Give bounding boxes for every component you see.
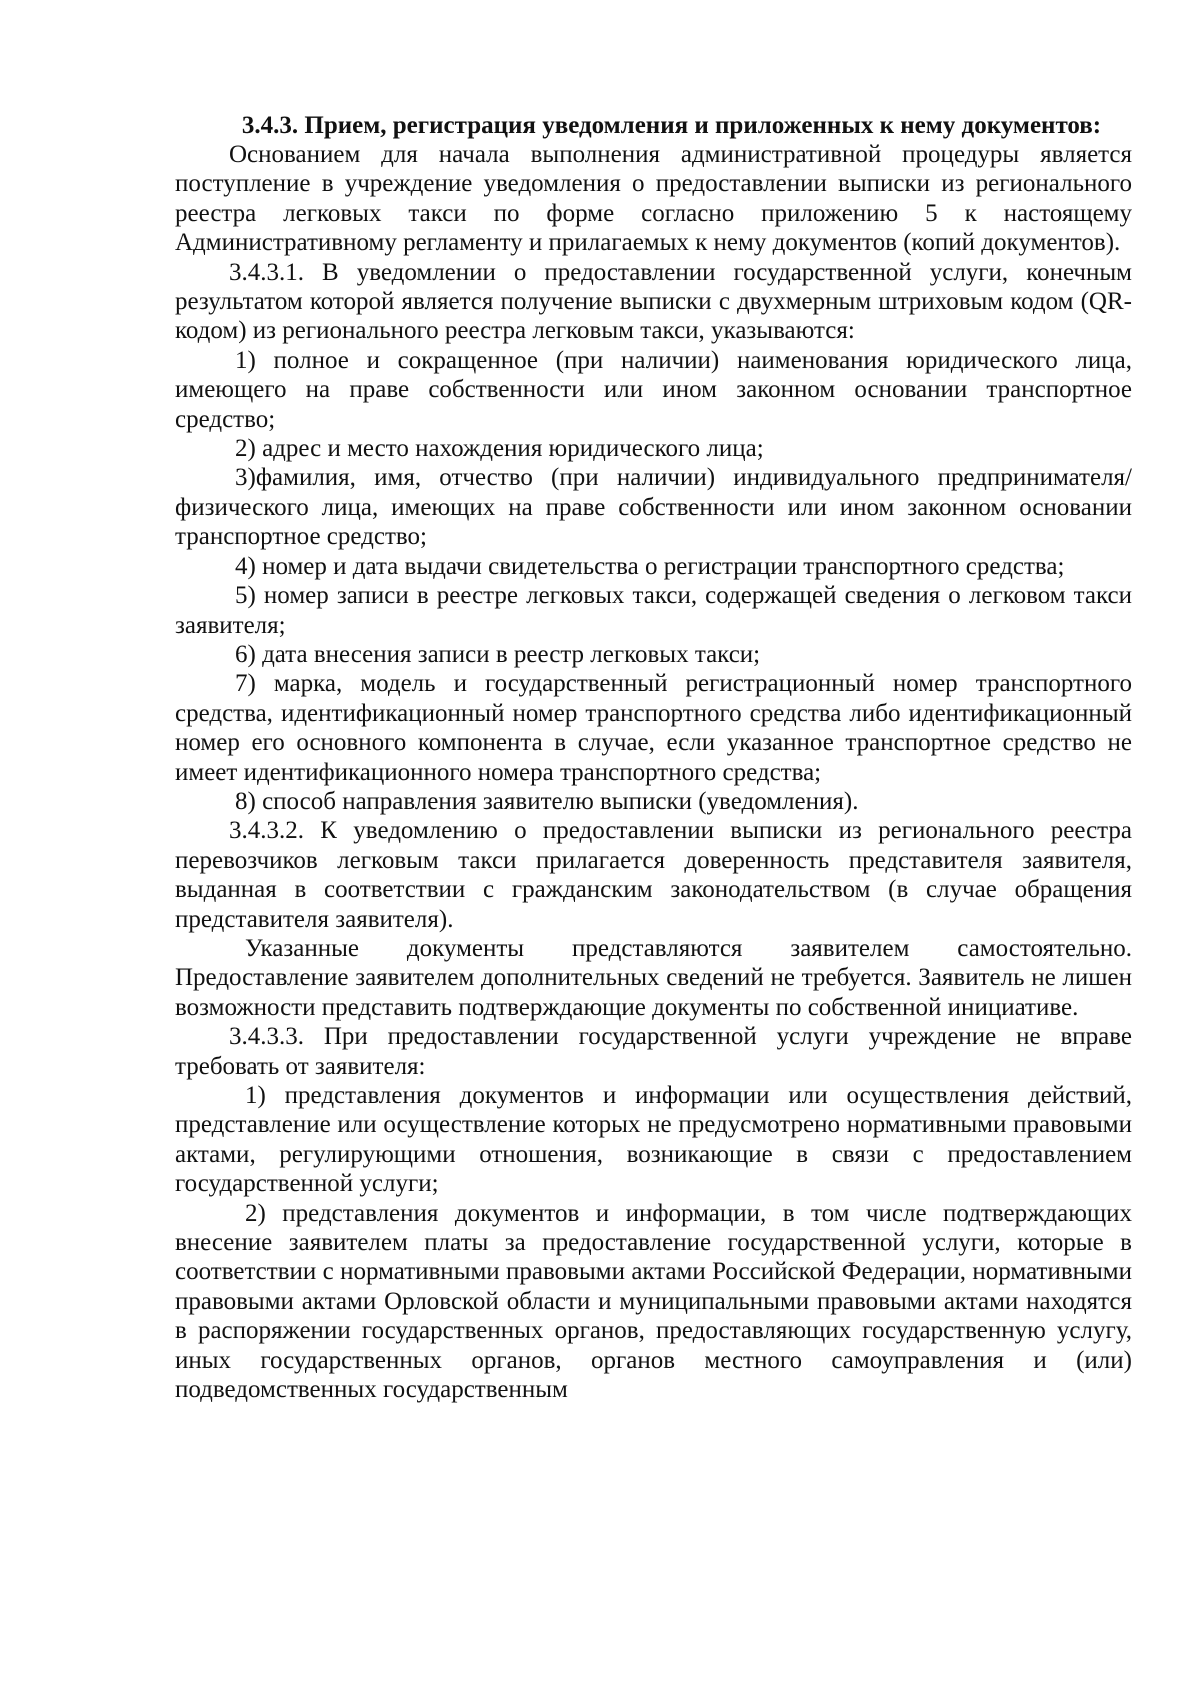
paragraph-documents-submitted: Указанные документы представляются заявителем самостоятельно. Предоставление заявителем дополнительных сведений не требуется. Заявитель не лишен возможности представить подтверждающие документы по собственной инициативе.	[175, 934, 1132, 1021]
list-item-2: 2) адрес и место нахождения юридического лица;	[235, 435, 764, 463]
section-heading: 3.4.3. Прием, регистрация уведомления и приложенных к нему документов:	[241, 112, 1102, 139]
requirement-item-1: 1) представления документов и информации или осуществления действий, представление или осуществление которых не предусмотрено нормативными правовыми актами, регулирующими отношения, возникающие в связи с предоставлением государственной услуги;	[175, 1082, 1132, 1198]
list-item-3: 3)фамилия, имя, отчество (при наличии) индивидуального предпринимателя/физического лица, имеющих на праве собственности или ином законном основании транспортное средство;	[175, 464, 1132, 551]
list-item-1: 1) полное и сокращенное (при наличии) наименования юридического лица, имеющего на праве собственности или ином законном основании транспортное средство;	[175, 346, 1132, 433]
document-body	[175, 111, 1132, 1404]
paragraph-3-4-3-3: 3.4.3.3. При предоставлении государственной услуги учреждение не вправе требовать от заявителя:	[175, 1023, 1132, 1080]
list-item-7: 7) марка, модель и государственный регистрационный номер транспортного средства, идентификационный номер транспортного средства либо идентификационный номер его основного компонента в случае, если указанное транспортное средство не имеет идентификационного номера транспортного средства;	[175, 670, 1132, 786]
paragraph-basis: Основанием для начала выполнения административной процедуры является поступление в учреждение уведомления о предоставлении выписки из регионального реестра легковых такси по форме согласно приложению 5 к настоящему Административному регламенту и прилагаемых к нему документов (копий документов).	[175, 141, 1132, 257]
list-item-6: 6) дата внесения записи в реестр легковых такси;	[235, 640, 761, 668]
paragraph-3-4-3-2: 3.4.3.2. К уведомлению о предоставлении выписки из регионального реестра перевозчиков легковым такси прилагается доверенность представителя заявителя, выданная в соответствии с гражданским законодательством (в случае обращения представителя заявителя).	[175, 817, 1132, 933]
list-item-5: 5) номер записи в реестре легковых такси, содержащей сведения о легковом такси заявителя;	[175, 582, 1132, 639]
list-item-8: 8) способ направления заявителю выписки (уведомления).	[235, 787, 859, 815]
list-item-4: 4) номер и дата выдачи свидетельства о регистрации транспортного средства;	[235, 552, 1065, 580]
paragraph-3-4-3-1: 3.4.3.1. В уведомлении о предоставлении государственной услуги, конечным результатом которой является получение выписки с двухмерным штриховым кодом (QR-кодом) из регионального реестра легковым такси, указываются:	[175, 258, 1132, 345]
requirement-item-2: 2) представления документов и информации, в том числе подтверждающих внесение заявителем платы за предоставление государственной услуги, которые в соответствии с нормативными правовыми актами Российской Федерации, нормативными правовыми актами Орловской области и муниципальными правовыми актами находятся в распоряжении государственных органов, предоставляющих государственную услугу, иных государственных органов, органов местного самоуправления и (или) подведомственных государственным	[175, 1199, 1132, 1404]
